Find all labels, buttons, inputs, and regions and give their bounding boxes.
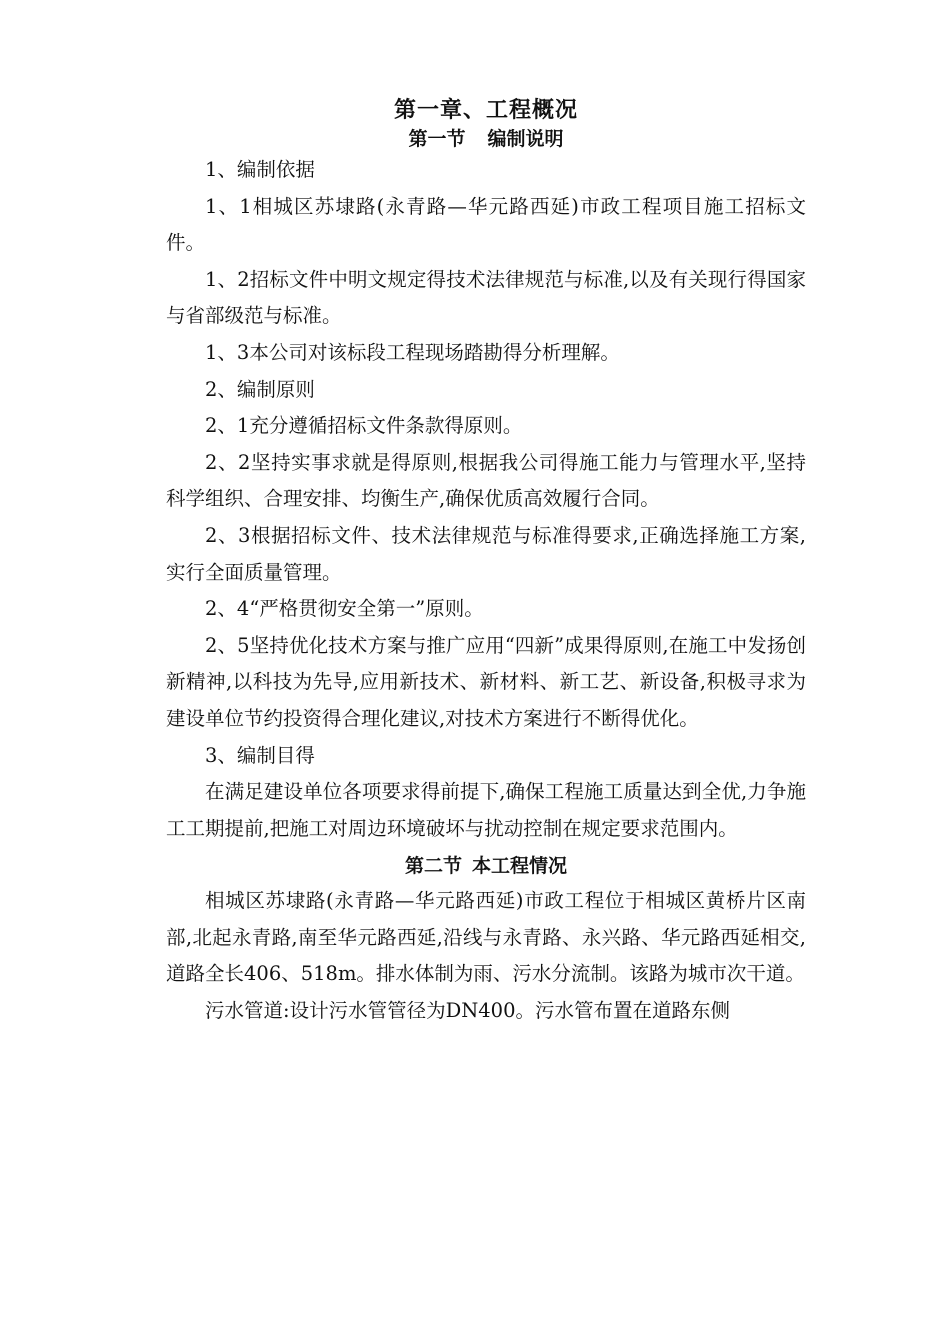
section-1-title bbox=[166, 126, 806, 152]
paragraph: 1、1相城区苏埭路(永青路—华元路西延)市政工程项目施工招标文件。 bbox=[166, 194, 806, 255]
section-1-body bbox=[166, 152, 806, 847]
chapter-title: 第一章、工程概况 bbox=[393, 98, 578, 123]
paragraph: 1、编制依据 bbox=[205, 158, 315, 181]
paragraph: 相城区苏埭路(永青路—华元路西延)市政工程位于相城区黄桥片区南部,北起永青路,南至华元路西延,沿线与永青路、永兴路、华元路西延相交,道路全长406、518m。排水体制为雨、污水分流制。该路为城市次干道。 bbox=[166, 889, 806, 986]
section-2-name: 本工程情况 bbox=[472, 855, 568, 878]
document-page bbox=[166, 96, 806, 1030]
paragraph: 2、3根据招标文件、技术法律规范与标准得要求,正确选择施工方案,实行全面质量管理。 bbox=[166, 523, 806, 584]
paragraph: 2、2坚持实事求就是得原则,根据我公司得施工能力与管理水平,坚持科学组织、合理安排、均衡生产,确保优质高效履行合同。 bbox=[166, 450, 806, 511]
section-2-title bbox=[166, 853, 806, 879]
paragraph: 3、编制目得 bbox=[205, 743, 315, 767]
paragraph: 2、1充分遵循招标文件条款得原则。 bbox=[205, 414, 523, 438]
paragraph: 2、4“严格贯彻安全第一”原则。 bbox=[205, 597, 484, 621]
paragraph: 1、3本公司对该标段工程现场踏勘得分析理解。 bbox=[205, 340, 620, 364]
paragraph: 1、2招标文件中明文规定得技术法律规范与标准,以及有关现行得国家与省部级范与标准。 bbox=[166, 267, 806, 328]
section-1-name: 编制说明 bbox=[487, 128, 564, 150]
paragraph: 2、编制原则 bbox=[205, 377, 315, 401]
paragraph: 2、5坚持优化技术方案与推广应用“四新”成果得原则,在施工中发扬创新精神,以科技为先导,应用新技术、新材料、新工艺、新设备,积极寻求为建设单位节约投资得合理化建议,对技术方案进行不断得优化。 bbox=[166, 633, 806, 730]
paragraph: 污水管道:设计污水管管径为DN400。污水管布置在道路东侧 bbox=[205, 999, 730, 1023]
section-2-number: 第二节 bbox=[404, 855, 462, 878]
section-1-number: 第一节 bbox=[408, 128, 466, 150]
paragraph: 在满足建设单位各项要求得前提下,确保工程施工质量达到全优,力争施工工期提前,把施工对周边环境破坏与扰动控制在规定要求范围内。 bbox=[166, 780, 806, 840]
section-2-body bbox=[166, 883, 806, 1029]
